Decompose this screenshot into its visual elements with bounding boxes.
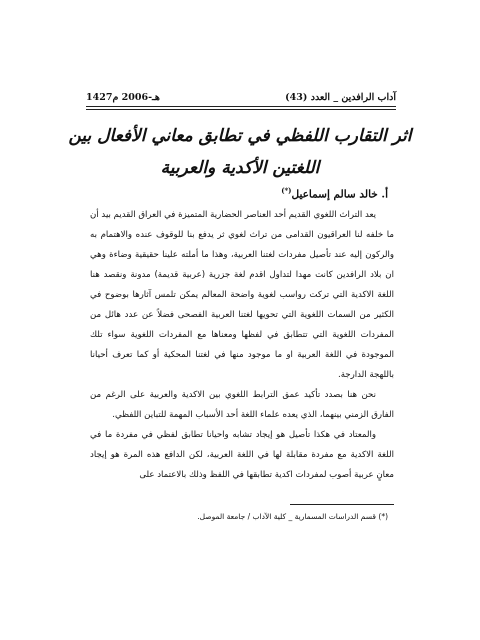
footnote-rule [290,504,394,505]
paragraph-3: والمعتاد في هكذا تأصيل هو إيجاد تشابه واحيانا تطابق لفظي في مفردة ما في اللغة الاكدية مع مفردة مقابلة لها في اللغة العربية، لكن الدافع هذه المرة هو إيجاد معانٍ عربية أصوب لمفردات اكدية تطابقها في اللفظ وذلك بالاعتماد على [90,430,394,480]
running-header [86,92,396,105]
paragraph-1: يعد التراث اللغوي القديم أحد العناصر الحضارية المتميزة في العراق القديم بيد أن ما خلفه لنا العراقيون القدامى من تراث لغوي ثر يدفع بنا للوقوف عنده والاهتمام به والركون إليه عند تأصيل مفردات لغتنا العربية، وهذا ما أملته علينا حقيقية وضاءة وهي ان بلاد الرافدين كانت مهدا لتداول اقدم لغة جزرية (عربية قديمة) مدونة ونقصد هنا اللغة الاكدية التي تركت رواسب لغوية واضحة المعالم يمكن تلمس آثارها بوضوح في الكثير من السمات اللغوية التي تحويها لغتنا العربية الفصحى فضلاً عن عدد هائل من المفردات اللغوية التي تتطابق في لفظها ومعناها مع المفردات اللغوية سواء تلك الموجودة في اللغة العربية او ما موجود منها في لغتنا المحكية أو كما تعرف أحيانا باللهجة الدارجة. [90,210,394,380]
header-rule [86,106,396,107]
title-line-2: اللغتين الأكدية والعربية [160,158,320,178]
header-journal: آداب الرافدين _ العدد (43) [285,92,396,103]
header-rule-thin [86,109,396,110]
author-line [128,186,388,201]
paragraph-2: نحن هنا بصدد تأكيد عمق الترابط اللغوي بين الاكدية والعربية على الرغم من الفارق الزمني بينهما، الذي يعده علماء اللغة أحد الأسباب المهمة للتباين اللفظي. [90,390,394,420]
author-footnote-marker: (*) [281,186,292,195]
article-body [90,205,394,485]
footnote: (*) قسم الدراسات المسمارية _ كلية الآداب / جامعة الموصل. [197,512,388,521]
author-name: أ. خالد سالم إسماعيل [291,188,388,201]
header-date: 1427هـ-2006 م [86,92,160,103]
title-line-1: اثر التقارب اللفظي في تطابق معاني الأفعال بين [68,126,412,146]
article-title [60,120,420,184]
